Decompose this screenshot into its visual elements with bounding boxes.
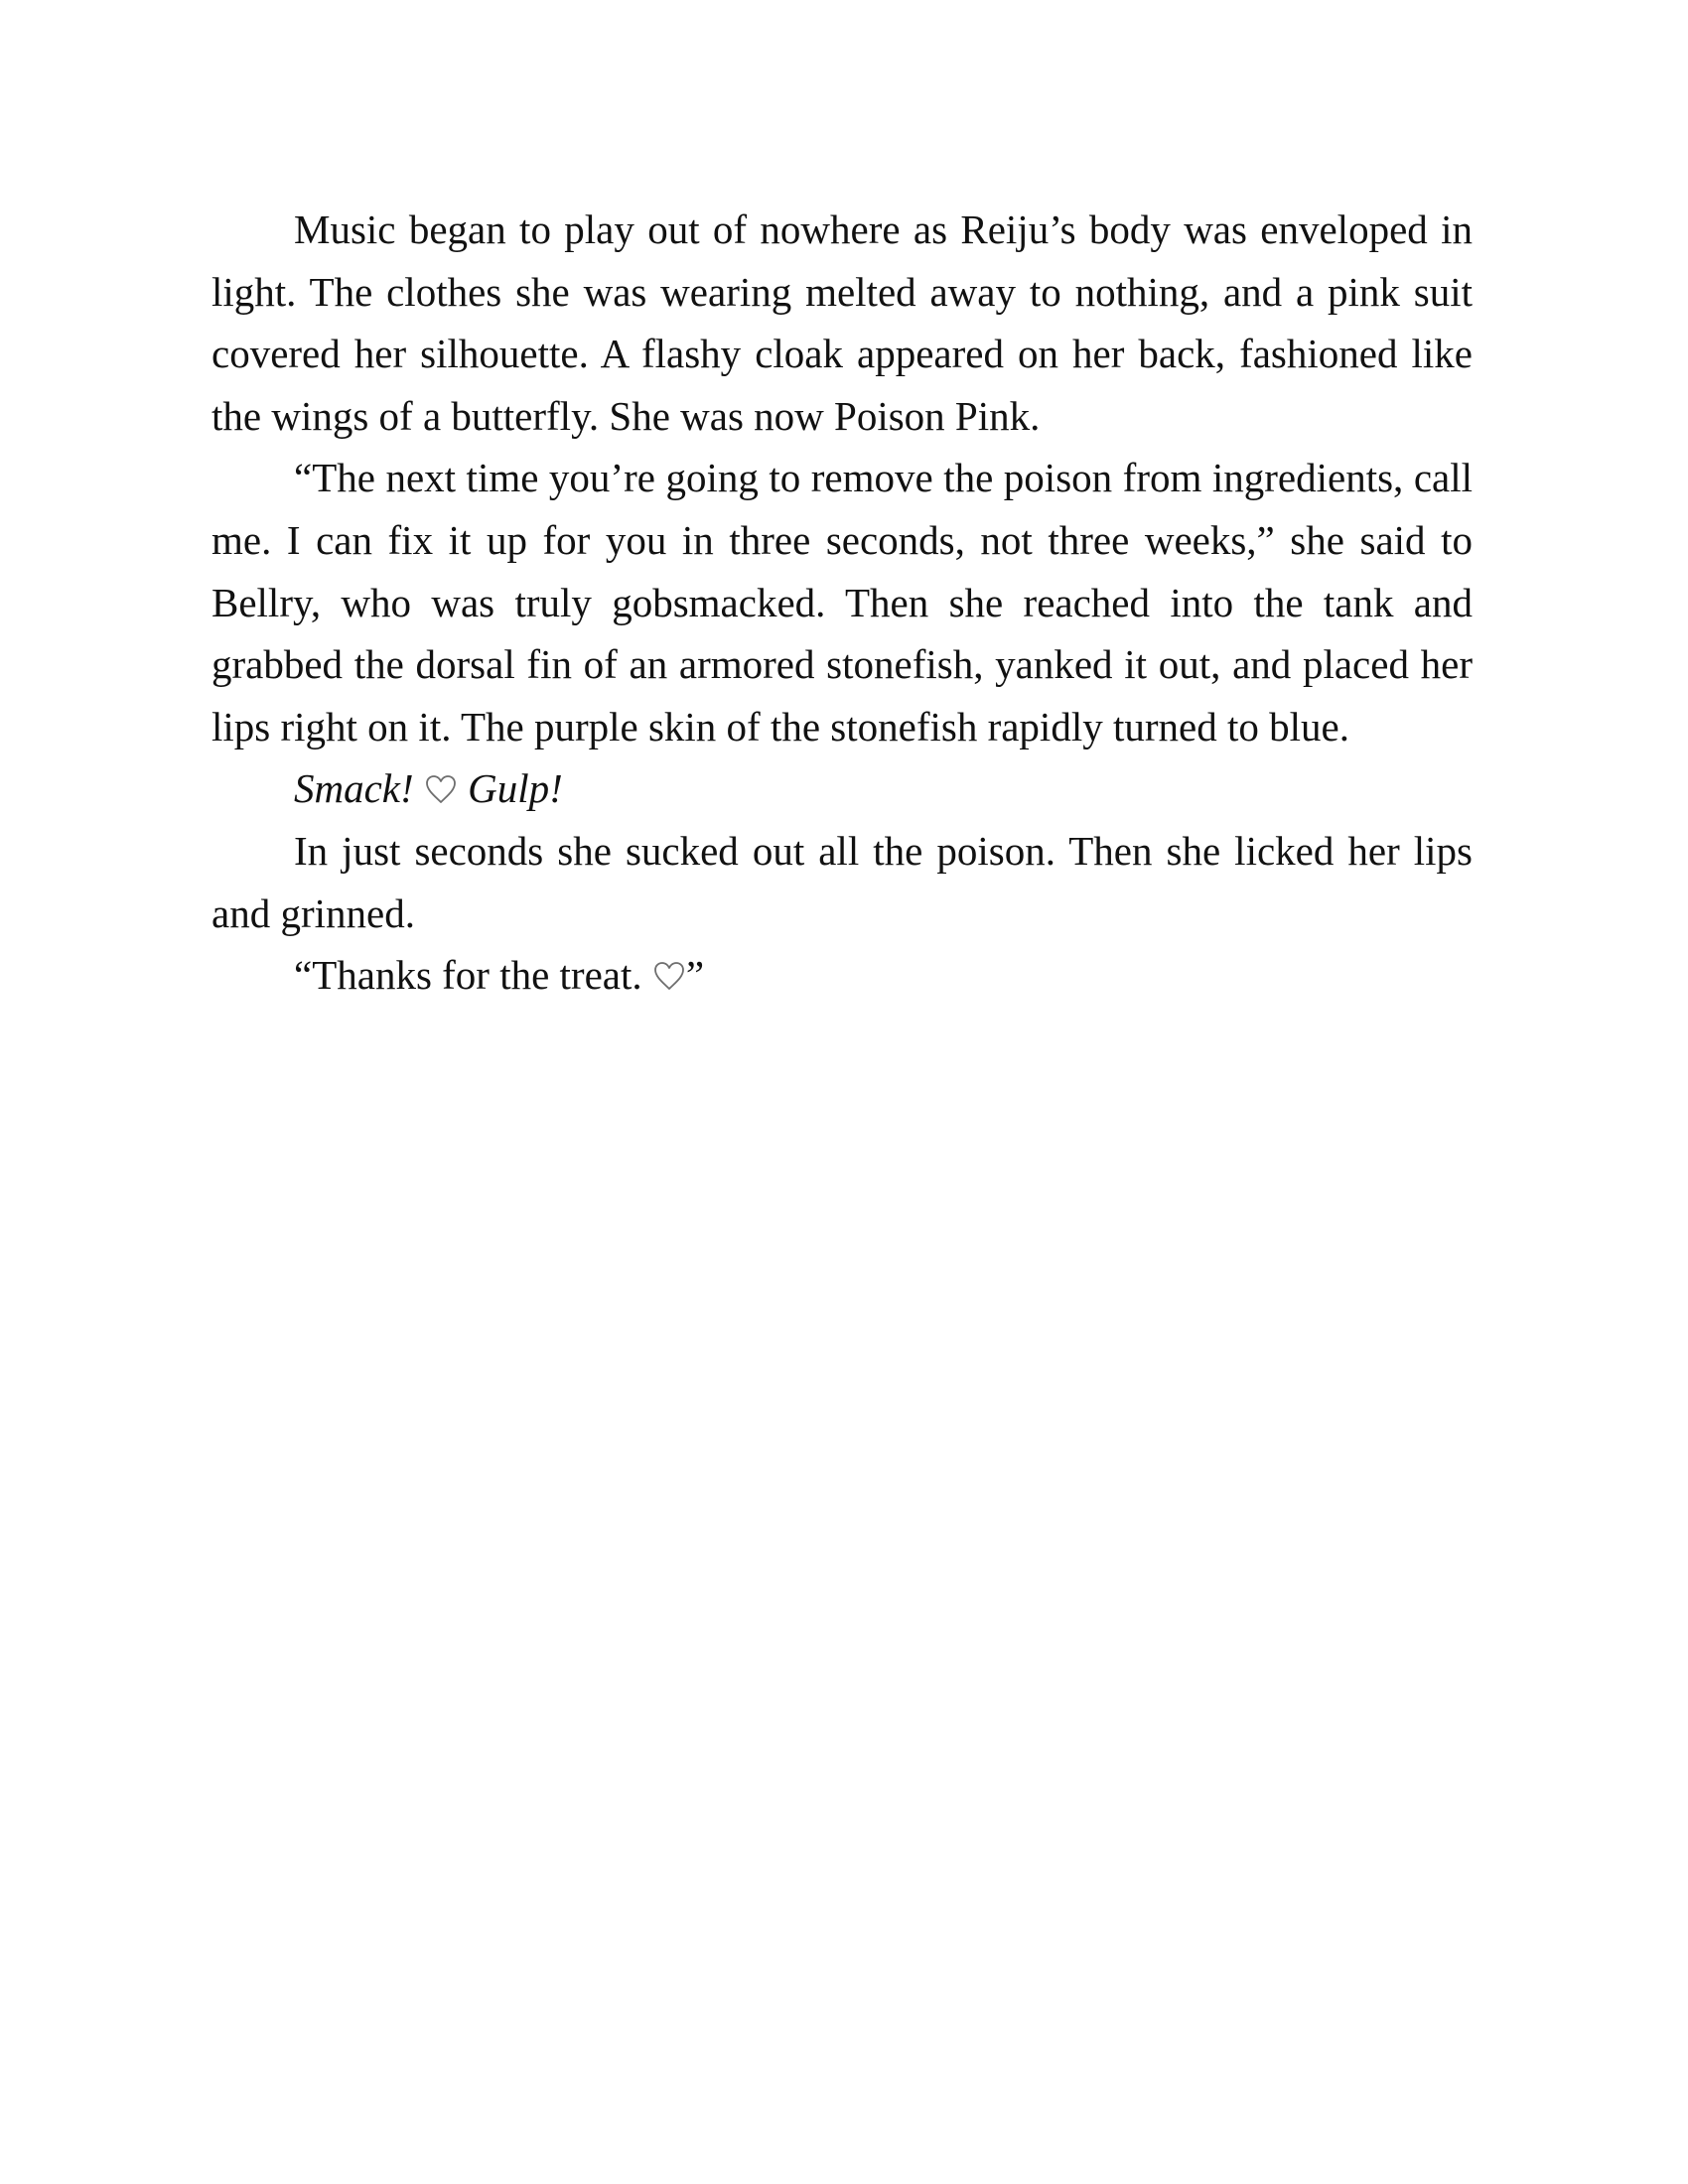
heart-outline-icon <box>652 960 686 992</box>
heart-outline-icon <box>424 773 458 805</box>
sfx-gulp: Gulp! <box>468 765 563 812</box>
story-text <box>211 199 1473 1007</box>
paragraph-sound-effects <box>211 757 1473 820</box>
thanks-text: “Thanks for the treat. <box>294 952 642 999</box>
paragraph-thanks-dialogue <box>211 944 1473 1007</box>
paragraph-poison-sucked: In just seconds she sucked out all the poison. Then she licked her lips and grinned. <box>211 827 1473 936</box>
sfx-smack: Smack! <box>294 765 414 812</box>
paragraph-dialogue-bellry: “The next time you’re going to remove the poison from ingredients, call me. I can fix it up for you in three seconds, not three weeks,” she said to Bellry, who was truly gobsmacked. Then she reached into the tank and grabbed the dorsal fin of an armored stonefish, yanked it out, and placed her lips right on it. The purple skin of the stonefish rapidly turned to blue. <box>211 455 1473 750</box>
closing-quote: ” <box>685 952 705 999</box>
paragraph-transformation: Music began to play out of nowhere as Reiju’s body was enveloped in light. The clothes she was wearing melted away to nothing, and a pink suit covered her silhouette. A flashy cloak appeared on her back, fashioned like the wings of a butterfly. She was now Poison Pink. <box>211 206 1473 439</box>
